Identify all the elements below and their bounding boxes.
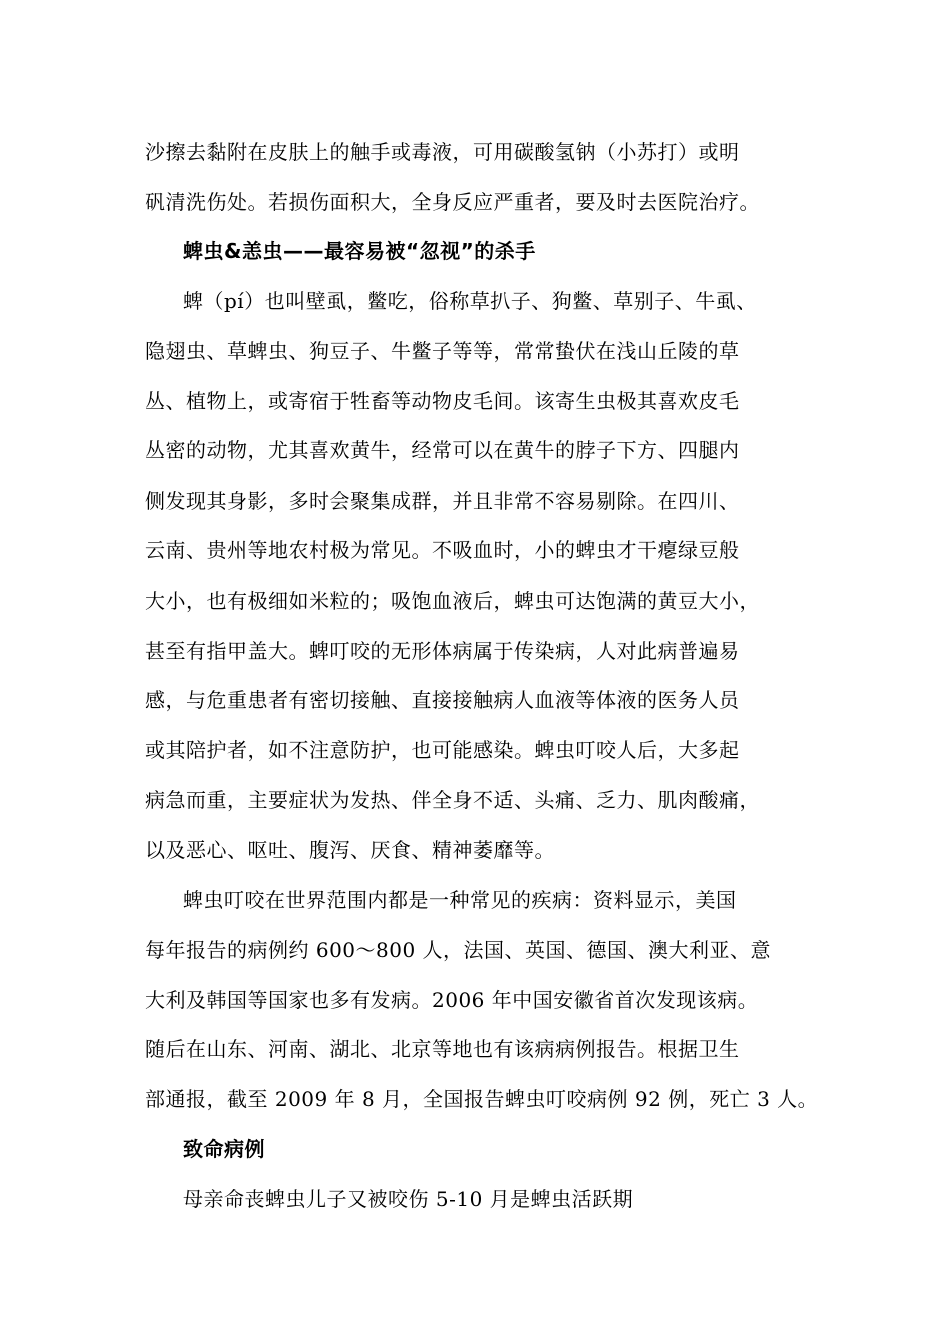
paragraph-line: 隐翅虫、草蜱虫、狗豆子、牛鳖子等等，常常蛰伏在浅山丘陵的草	[145, 339, 740, 363]
paragraph-line: 云南、贵州等地农村极为常见。不吸血时，小的蜱虫才干瘪绿豆般	[145, 538, 740, 562]
paragraph-line: 大小，也有极细如米粒的；吸饱血液后，蜱虫可达饱满的黄豆大小，	[145, 589, 760, 613]
paragraph-line: 病急而重，主要症状为发热、伴全身不适、头痛、乏力、肌肉酸痛，	[145, 788, 760, 812]
paragraph-line: 沙擦去黏附在皮肤上的触手或毒液，可用碳酸氢钠（小苏打）或明	[145, 140, 740, 164]
paragraph-line: 蜱虫叮咬在世界范围内都是一种常见的疾病：资料显示，美国	[183, 888, 737, 912]
section-heading: 蜱虫&恙虫——最容易被“忽视”的杀手	[183, 239, 536, 263]
paragraph-line: 甚至有指甲盖大。蜱叮咬的无形体病属于传染病，人对此病普遍易	[145, 639, 740, 663]
paragraph-line: 以及恶心、呕吐、腹泻、厌食、精神萎靡等。	[145, 838, 555, 862]
paragraph-line: 丛、植物上，或寄宿于牲畜等动物皮毛间。该寄生虫极其喜欢皮毛	[145, 389, 740, 413]
paragraph-line: 部通报，截至 2009 年 8 月，全国报告蜱虫叮咬病例 92 例，死亡 3 人。	[145, 1087, 819, 1111]
section-heading: 致命病例	[183, 1137, 265, 1161]
paragraph-line: 随后在山东、河南、湖北、北京等地也有该病病例报告。根据卫生	[145, 1037, 740, 1061]
paragraph-line: 感，与危重患者有密切接触、直接接触病人血液等体液的医务人员	[145, 688, 740, 712]
paragraph-line: 大利及韩国等国家也多有发病。2006 年中国安徽省首次发现该病。	[145, 988, 759, 1012]
paragraph-line: 或其陪护者，如不注意防护，也可能感染。蜱虫叮咬人后，大多起	[145, 738, 740, 762]
paragraph-line: 每年报告的病例约 600～800 人，法国、英国、德国、澳大利亚、意	[145, 938, 772, 962]
paragraph-line: 蜱（pí）也叫壁虱，鳖吃，俗称草扒子、狗鳖、草别子、牛虱、	[183, 289, 757, 313]
paragraph-line: 矾清洗伤处。若损伤面积大，全身反应严重者，要及时去医院治疗。	[145, 190, 760, 214]
paragraph-line: 侧发现其身影，多时会聚集成群，并且非常不容易剔除。在四川、	[145, 489, 740, 513]
paragraph-line: 母亲命丧蜱虫儿子又被咬伤 5-10 月是蜱虫活跃期	[183, 1187, 634, 1211]
paragraph-line: 丛密的动物，尤其喜欢黄牛，经常可以在黄牛的脖子下方、四腿内	[145, 438, 740, 462]
